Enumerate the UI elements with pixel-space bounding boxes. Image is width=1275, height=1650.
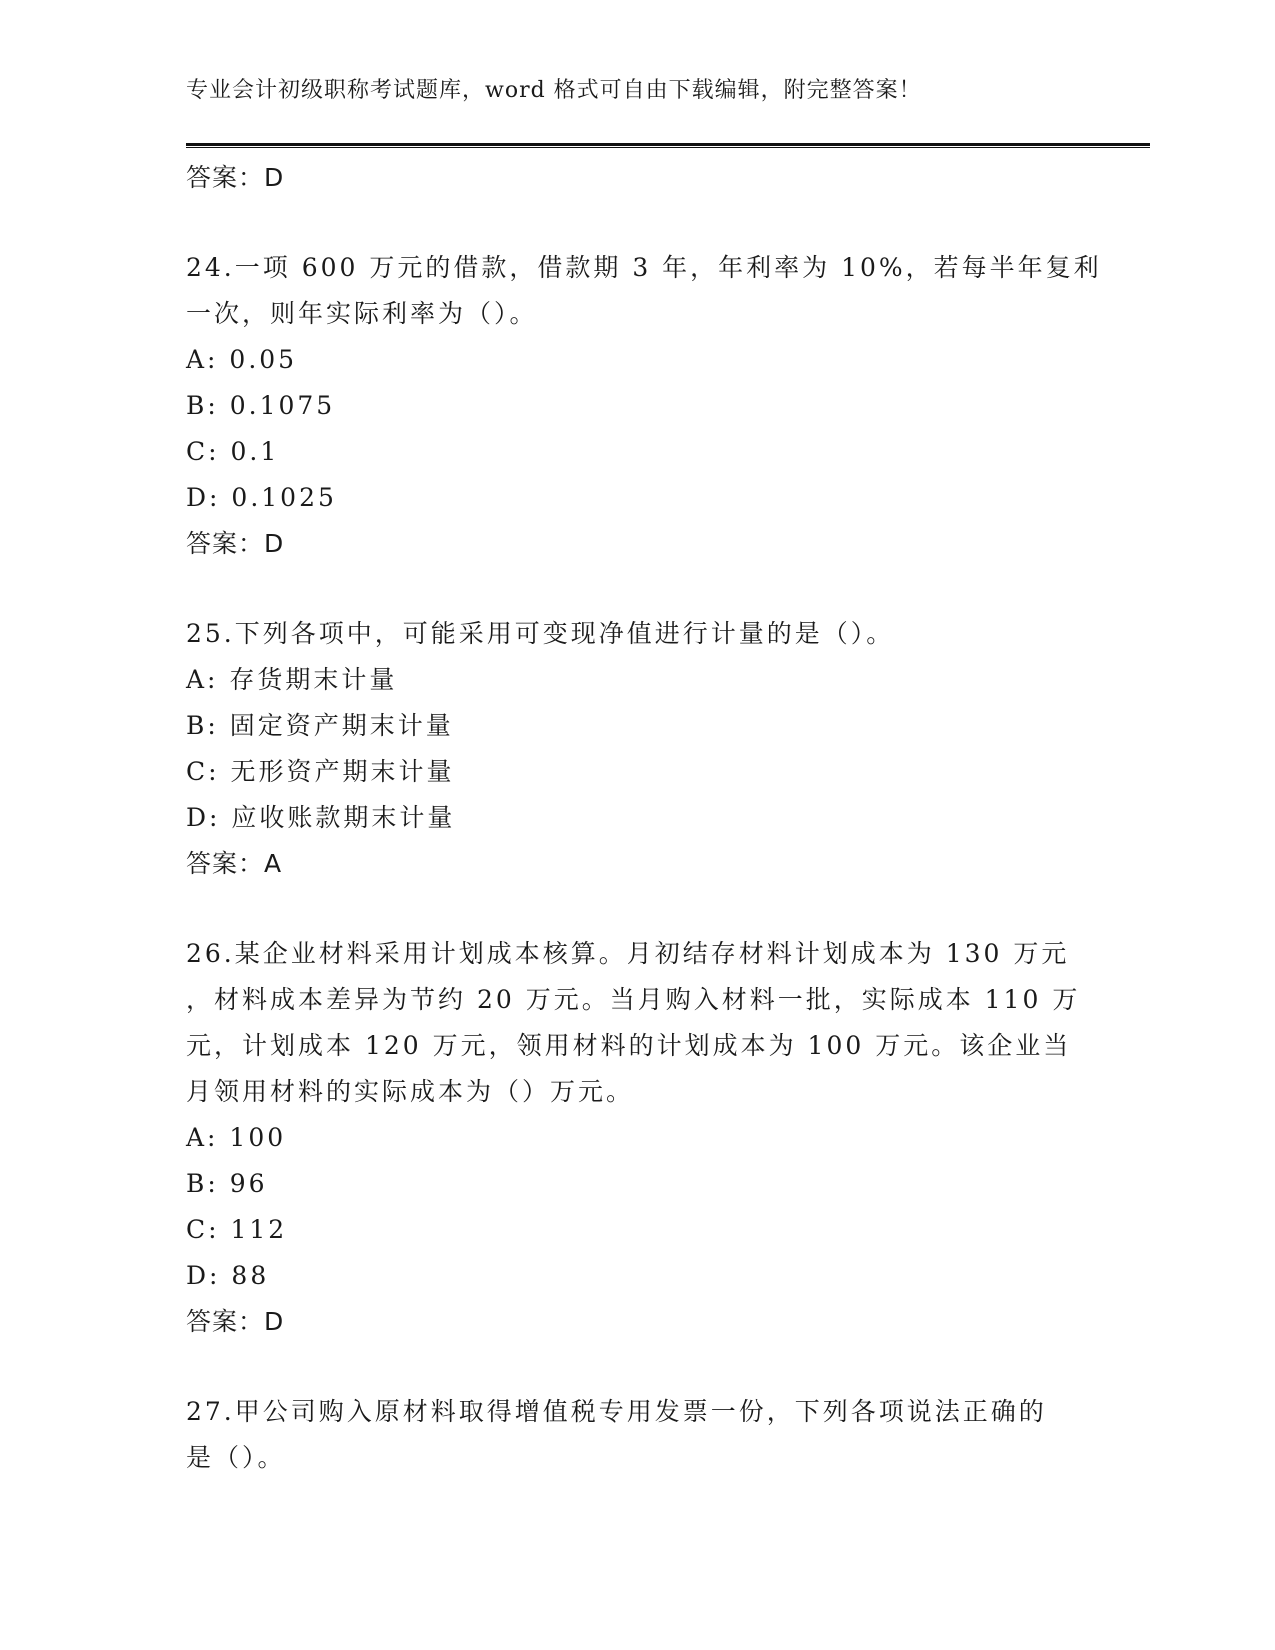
question-text: 元，计划成本 120 万元，领用材料的计划成本为 100 万元。该企业当 (186, 1031, 1072, 1060)
question-text: 24.一项 600 万元的借款，借款期 3 年，年利率为 10%，若每半年复利 (186, 253, 1102, 282)
question-text: 25.下列各项中，可能采用可变现净值进行计量的是（）。 (186, 619, 895, 648)
answer-line: 答案：D (186, 529, 285, 558)
option-c: C: 无形资产期末计量 (186, 757, 455, 786)
option-d: D: 0.1025 (186, 483, 337, 512)
option-a: A: 存货期末计量 (186, 665, 398, 694)
question-text: 一次，则年实际利率为（）。 (186, 299, 538, 328)
option-b: B: 96 (186, 1169, 268, 1198)
option-b: B: 固定资产期末计量 (186, 711, 454, 740)
question-text: 是（）。 (186, 1443, 286, 1472)
page-header: 专业会计初级职称考试题库，word 格式可自由下载编辑，附完整答案！ (186, 78, 922, 103)
option-c: C: 112 (186, 1215, 288, 1244)
header-divider (186, 143, 1150, 148)
question-text: 26.某企业材料采用计划成本核算。月初结存材料计划成本为 130 万元 (186, 939, 1070, 968)
option-b: B: 0.1075 (186, 391, 336, 420)
answer-line: 答案：D (186, 1307, 285, 1336)
option-a: A: 100 (186, 1123, 287, 1152)
question-list (186, 155, 1102, 1481)
question-text: 27.甲公司购入原材料取得增值税专用发票一份，下列各项说法正确的 (186, 1397, 1047, 1426)
question-27 (186, 1389, 1086, 1481)
question-26 (186, 931, 1086, 1345)
question-25 (186, 611, 1086, 887)
option-c: C: 0.1 (186, 437, 280, 466)
question-text: 月领用材料的实际成本为（）万元。 (186, 1077, 635, 1106)
question-text: ，材料成本差异为节约 20 万元。当月购入材料一批，实际成本 110 万 (186, 985, 1081, 1014)
option-d: D: 应收账款期末计量 (186, 803, 456, 832)
option-d: D: 88 (186, 1261, 270, 1290)
answer-line: 答案：A (186, 849, 283, 878)
answer-line: 答案：D (186, 163, 285, 192)
option-a: A: 0.05 (186, 345, 298, 374)
question-24 (186, 245, 1102, 567)
